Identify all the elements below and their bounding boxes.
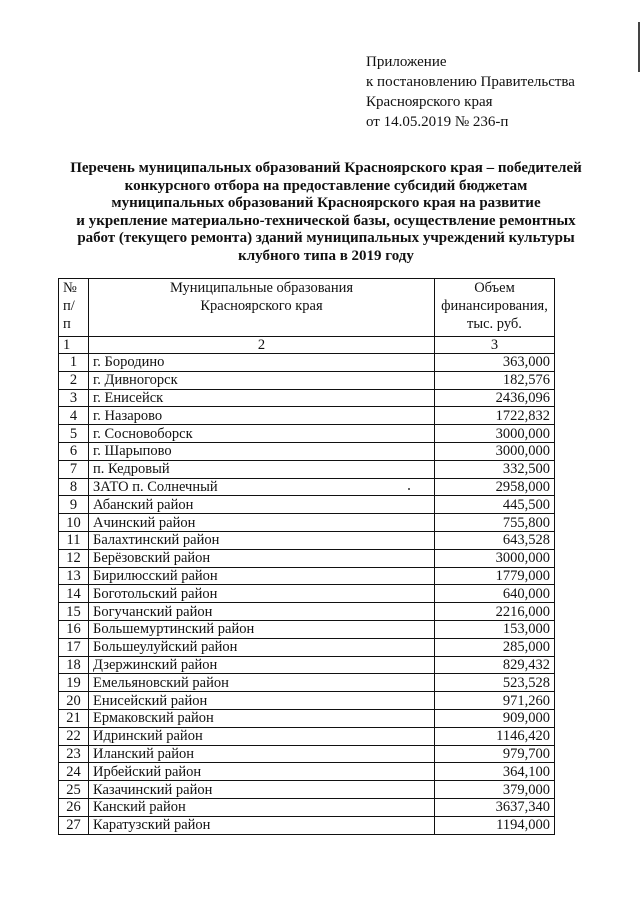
title-line: и укрепление материально-технической базы, осуществление ремонтных [76,212,576,229]
scan-speck [408,488,410,490]
municipality-name: Емельяновский район [89,674,435,692]
funding-amount: 445,500 [435,496,555,514]
table-row [59,514,555,532]
funding-amount: 909,000 [435,709,555,727]
title-line: Перечень муниципальных образований Красноярского края – победителей [70,160,582,176]
row-number: 8 [59,478,89,496]
funding-amount: 332,500 [435,460,555,478]
table-row [59,656,555,674]
table-row [59,727,555,745]
row-number: 20 [59,692,89,710]
municipality-name: Боготольский район [89,585,435,603]
municipality-name: Берёзовский район [89,549,435,567]
municipality-name: Канский район [89,798,435,816]
row-number: 5 [59,425,89,443]
funding-amount: 2958,000 [435,478,555,496]
table-row [59,407,555,425]
row-number: 21 [59,709,89,727]
row-number: 1 [59,354,89,372]
municipality-name: г. Бородино [89,354,435,372]
municipality-name: Ачинский район [89,514,435,532]
table-row [59,638,555,656]
row-number: 18 [59,656,89,674]
funding-amount: 363,000 [435,354,555,372]
funding-amount: 3000,000 [435,442,555,460]
table-row [59,442,555,460]
table-row [59,816,555,834]
column-index: 2 [89,337,435,354]
row-number: 4 [59,407,89,425]
funding-amount: 1722,832 [435,407,555,425]
table-row [59,567,555,585]
municipality-name: г. Дивногорск [89,371,435,389]
funding-amount: 2436,096 [435,389,555,407]
column-index: 3 [435,337,555,354]
header-municipality [89,279,435,337]
title-line: конкурсного отбора на предоставление субсидий бюджетам [124,177,528,194]
funding-amount: 1779,000 [435,567,555,585]
municipality-name: Абанский район [89,496,435,514]
row-number: 11 [59,531,89,549]
table-row [59,798,555,816]
municipality-name: Енисейский район [89,692,435,710]
table-row [59,692,555,710]
row-number: 23 [59,745,89,763]
municipality-name: Бирилюсский район [89,567,435,585]
row-number: 12 [59,549,89,567]
funding-amount: 182,576 [435,371,555,389]
header-funding [435,279,555,337]
row-number: 24 [59,763,89,781]
table-row [59,460,555,478]
funding-amount: 3000,000 [435,549,555,567]
municipality-name: ЗАТО п. Солнечный [89,478,435,496]
header-number-line: п [63,316,71,332]
municipality-name: Казачинский район [89,781,435,799]
row-number: 25 [59,781,89,799]
municipality-name: Большемуртинский район [89,620,435,638]
municipality-name: Ермаковский район [89,709,435,727]
municipality-name: г. Шарыпово [89,442,435,460]
header-funding-line: тыс. руб. [467,316,522,332]
municipality-name: г. Енисейск [89,389,435,407]
row-number: 19 [59,674,89,692]
municipality-name: Балахтинский район [89,531,435,549]
row-number: 15 [59,603,89,621]
header-funding-line: финансирования, [441,298,548,314]
funding-amount: 643,528 [435,531,555,549]
table-row [59,763,555,781]
funding-amount: 3000,000 [435,425,555,443]
row-number: 10 [59,514,89,532]
row-number: 9 [59,496,89,514]
municipality-name: Иланский район [89,745,435,763]
appendix-date-number: от 14.05.2019 № 236-п [366,114,509,130]
municipality-name: Идринский район [89,727,435,745]
table-row [59,781,555,799]
municipality-name: Дзержинский район [89,656,435,674]
funding-amount: 971,260 [435,692,555,710]
table-row [59,709,555,727]
funding-amount: 2216,000 [435,603,555,621]
title-line: работ (текущего ремонта) зданий муниципальных учреждений культуры [77,230,575,246]
municipality-name: Каратузский район [89,816,435,834]
funding-amount: 640,000 [435,585,555,603]
appendix-line: Приложение [366,54,447,70]
appendix-header [366,52,575,132]
appendix-line: Красноярского края [366,94,493,110]
table-row [59,354,555,372]
funding-amount: 1146,420 [435,727,555,745]
row-number: 13 [59,567,89,585]
row-number: 17 [59,638,89,656]
appendix-line: к постановлению Правительства [366,74,575,90]
title-line: муниципальных образований Красноярского края на развитие [111,195,541,211]
header-funding-line: Объем [474,280,515,296]
header-number-line: п/ [63,298,75,314]
row-number: 3 [59,389,89,407]
document-title [56,160,596,265]
row-number: 6 [59,442,89,460]
funding-amount: 829,432 [435,656,555,674]
table-row [59,674,555,692]
row-number: 2 [59,371,89,389]
table-row [59,478,555,496]
row-number: 26 [59,798,89,816]
funding-amount: 364,100 [435,763,555,781]
column-index: 1 [59,337,89,354]
row-number: 16 [59,620,89,638]
header-municipality-line: Красноярского края [200,298,323,314]
funding-amount: 1194,000 [435,816,555,834]
municipality-name: Большеулуйский район [89,638,435,656]
municipality-name: Ирбейский район [89,763,435,781]
table-header-row [59,279,555,337]
row-number: 27 [59,816,89,834]
column-index-row [59,337,555,354]
table-row [59,389,555,407]
table-row [59,585,555,603]
header-number-line: № [63,280,77,296]
header-municipality-line: Муниципальные образования [169,280,354,296]
funding-amount: 379,000 [435,781,555,799]
funding-amount: 153,000 [435,620,555,638]
table-row [59,496,555,514]
table-row [59,745,555,763]
table-row [59,371,555,389]
table-row [59,425,555,443]
title-line: клубного типа в 2019 году [238,247,414,264]
table-row [59,603,555,621]
header-number [59,279,89,337]
funding-amount: 979,700 [435,745,555,763]
row-number: 7 [59,460,89,478]
municipality-name: Богучанский район [89,603,435,621]
municipalities-table [58,278,555,835]
table-row [59,549,555,567]
table-row [59,531,555,549]
funding-amount: 523,528 [435,674,555,692]
row-number: 14 [59,585,89,603]
municipality-name: г. Назарово [89,407,435,425]
funding-amount: 285,000 [435,638,555,656]
funding-amount: 3637,340 [435,798,555,816]
municipality-name: г. Сосновоборск [89,425,435,443]
municipality-name: п. Кедровый [89,460,435,478]
table-row [59,620,555,638]
row-number: 22 [59,727,89,745]
funding-amount: 755,800 [435,514,555,532]
